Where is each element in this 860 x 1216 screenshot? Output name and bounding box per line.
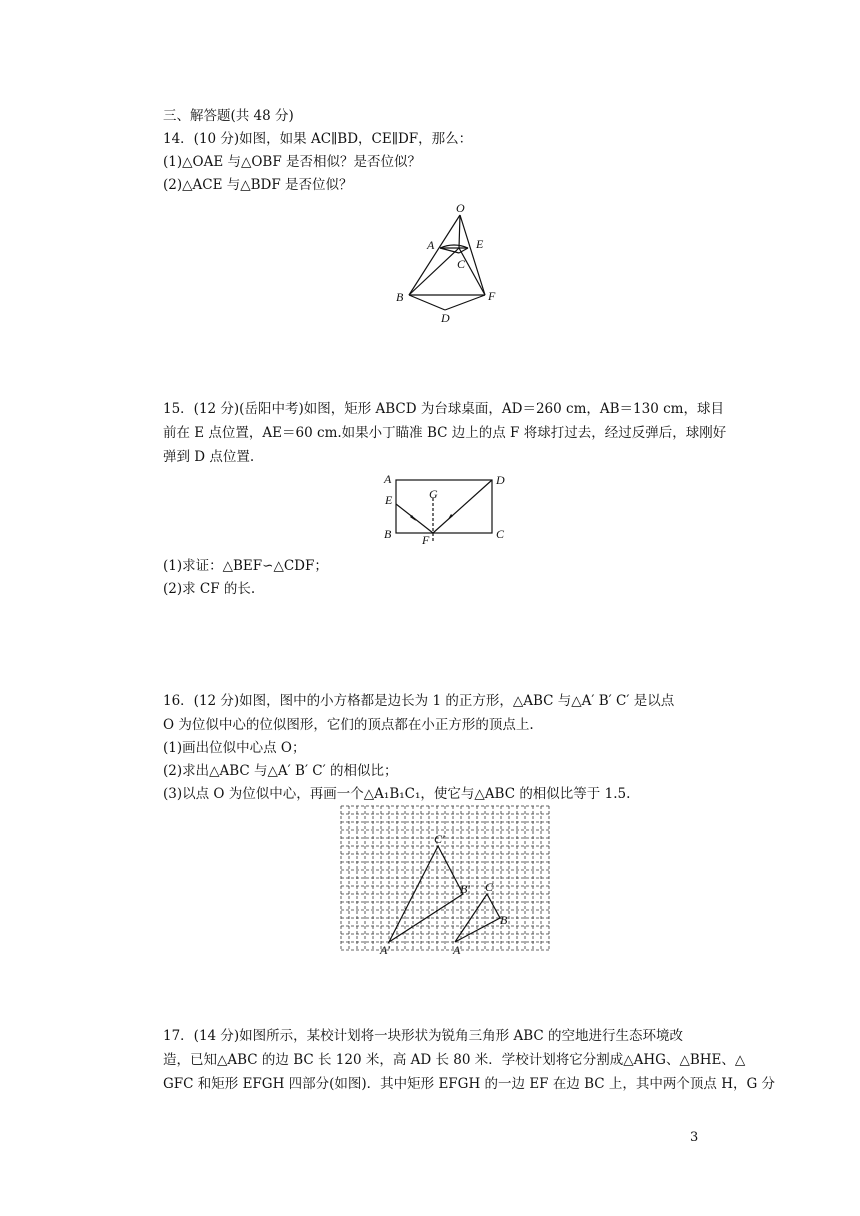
page-number: 3 bbox=[690, 1130, 699, 1145]
label-D: D bbox=[496, 473, 505, 487]
q17-line-2: 造，已知△ABC 的边 BC 长 120 米，高 AD 长 80 米．学校计划将它分割成△AHG、△BHE、△ bbox=[163, 1052, 746, 1068]
label-B-prime: B′ bbox=[460, 882, 470, 896]
label-B: B bbox=[500, 913, 508, 927]
q16-grid-figure bbox=[340, 806, 550, 956]
label-E: E bbox=[385, 493, 393, 507]
q14-figure bbox=[390, 198, 530, 328]
label-A: A bbox=[427, 238, 435, 252]
label-A-prime: A′ bbox=[380, 943, 390, 957]
q15-line-1: 15．(12 分)(岳阳中考)如图，矩形 ABCD 为台球桌面，AD＝260 cm，AB＝130 cm，球目 bbox=[163, 401, 724, 417]
label-C: C bbox=[457, 257, 466, 271]
q16-line-5: (3)以点 O 为位似中心，再画一个△A₁B₁C₁，使它与△ABC 的相似比等于 1.5. bbox=[163, 786, 631, 802]
q14-line-1: 14．(10 分)如图，如果 AC∥BD，CE∥DF，那么： bbox=[163, 131, 473, 147]
q16-line-3: (1)画出位似中心点 O； bbox=[163, 740, 306, 756]
label-O: O bbox=[456, 201, 465, 215]
label-E: E bbox=[476, 237, 484, 251]
q16-line-1: 16．(12 分)如图，图中的小方格都是边长为 1 的正方形，△ABC 与△A′ B′ C′ 是以点 bbox=[163, 693, 675, 709]
label-A: A bbox=[384, 472, 392, 486]
label-A: A bbox=[453, 943, 461, 957]
q15-figure bbox=[380, 470, 520, 550]
label-C-prime: C′ bbox=[434, 832, 445, 846]
q15-line-2: 前在 E 点位置，AE＝60 cm.如果小丁瞄准 BC 边上的点 F 将球打过去，经过反弹后，球刚好 bbox=[163, 425, 727, 441]
q17-line-1: 17．(14 分)如图所示，某校计划将一块形状为锐角三角形 ABC 的空地进行生态环境改 bbox=[163, 1028, 684, 1044]
label-G: G bbox=[429, 487, 438, 501]
q16-line-2: O 为位似中心的位似图形，它们的顶点都在小正方形的顶点上. bbox=[163, 717, 534, 733]
q14-line-3: (2)△ACE 与△BDF 是否位似？ bbox=[163, 177, 353, 193]
label-B: B bbox=[396, 290, 404, 304]
label-F: F bbox=[422, 533, 430, 547]
q17-line-3: GFC 和矩形 EFGH 四部分(如图)．其中矩形 EFGH 的一边 EF 在边 BC 上，其中两个顶点 H，G 分 bbox=[163, 1076, 776, 1092]
section-title: 三、解答题(共 48 分) bbox=[163, 108, 294, 124]
label-C: C bbox=[485, 880, 494, 894]
label-C: C bbox=[496, 527, 505, 541]
label-B: B bbox=[384, 527, 392, 541]
q15-sub-2: (2)求 CF 的长. bbox=[163, 581, 256, 597]
q15-line-3: 弹到 D 点位置. bbox=[163, 449, 255, 465]
q16-line-4: (2)求出△ABC 与△A′ B′ C′ 的相似比； bbox=[163, 763, 398, 779]
q14-line-2: (1)△OAE 与△OBF 是否相似？是否位似？ bbox=[163, 154, 421, 170]
label-F: F bbox=[488, 289, 496, 303]
q15-sub-1: (1)求证：△BEF∽△CDF； bbox=[163, 558, 328, 574]
label-D: D bbox=[441, 311, 450, 325]
